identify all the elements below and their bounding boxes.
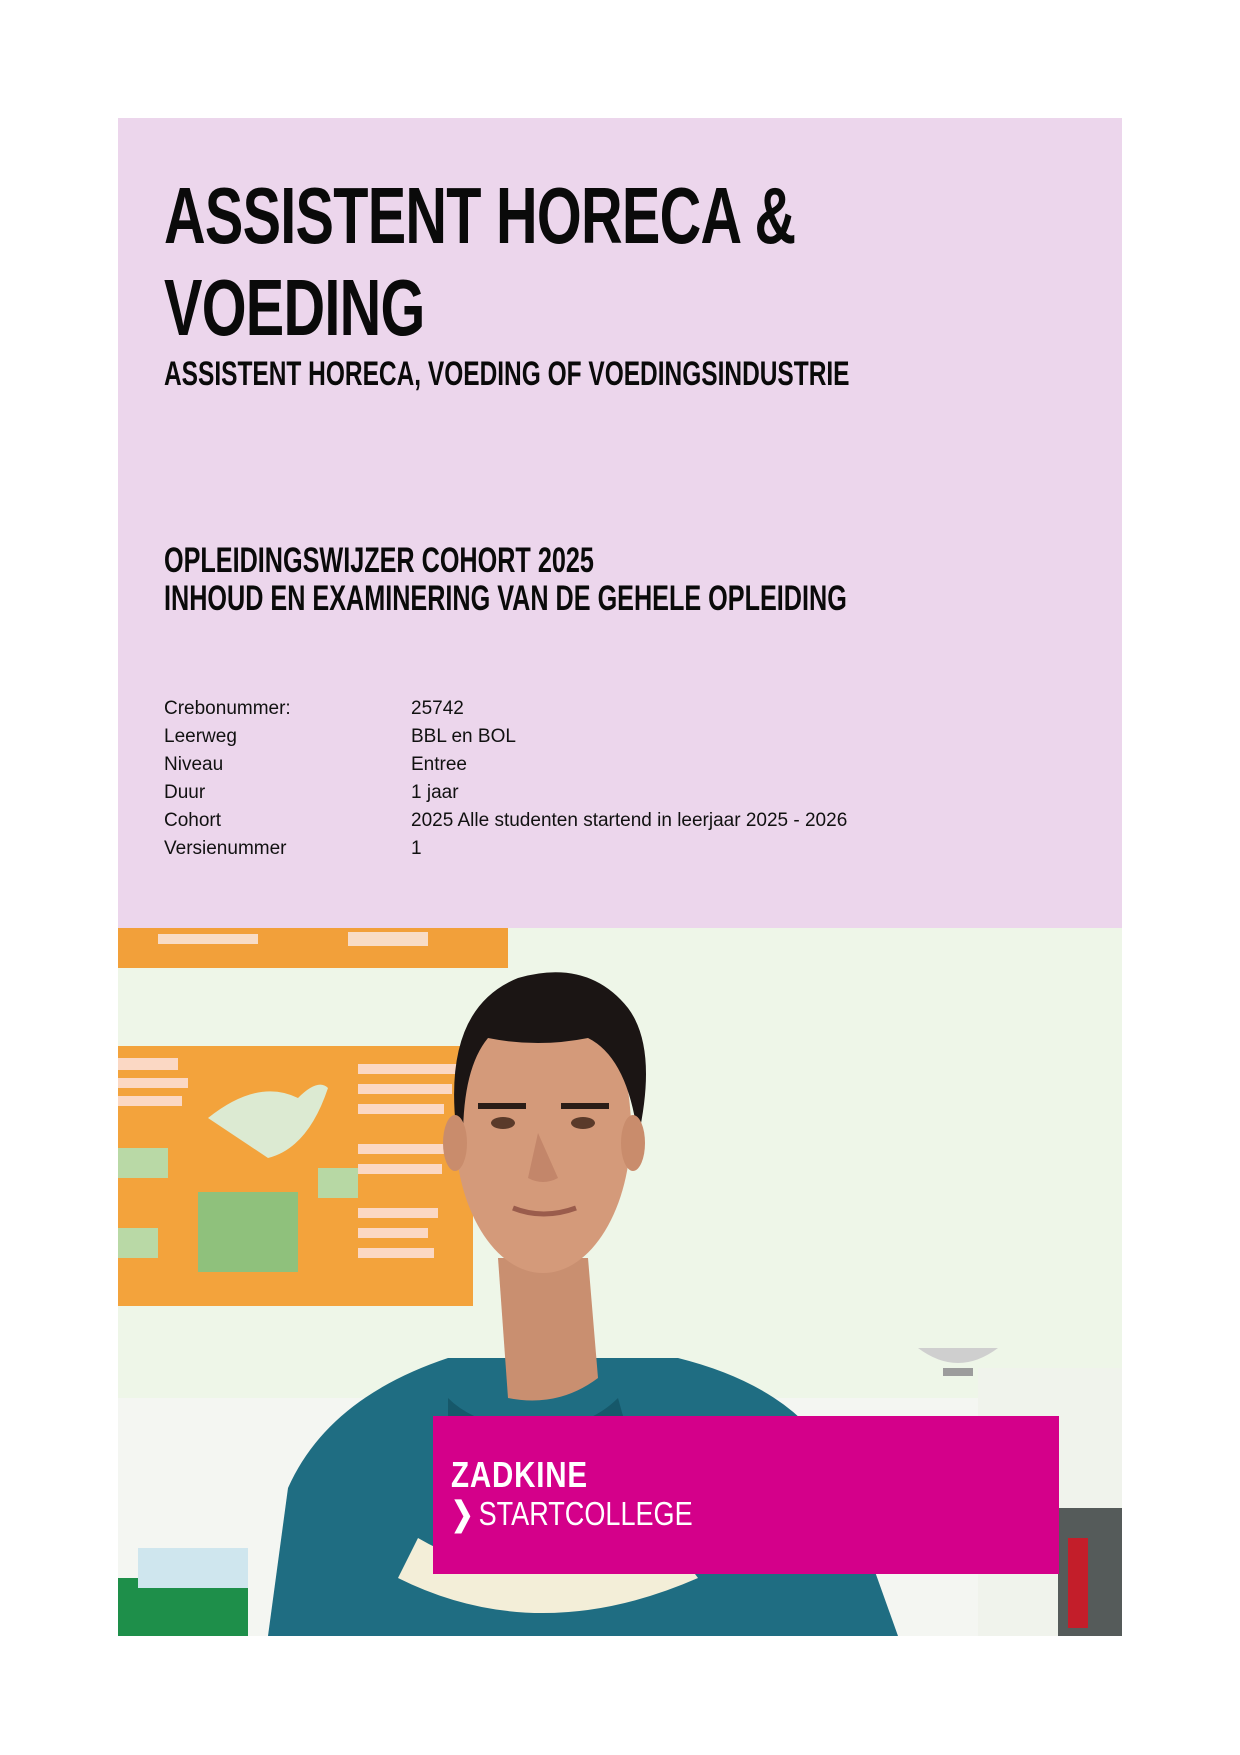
details-label: Niveau [164, 754, 224, 775]
details-value: 2025 Alle studenten startend in leerjaar 2025 - 2026 [411, 810, 848, 831]
details-label: Crebonummer: [164, 698, 291, 719]
details-value: BBL en BOL [411, 726, 516, 747]
chevron-right-icon: ❯ [451, 1495, 474, 1532]
document-subtitle: ASSISTENT HORECA, VOEDING OF VOEDINGSINDUSTRIE [164, 355, 850, 393]
zadkine-startcollege-logo [433, 1416, 1059, 1574]
details-label: Cohort [164, 810, 222, 831]
document-title-line-1: ASSISTENT HORECA & [164, 171, 796, 260]
details-value: 1 jaar [411, 782, 459, 803]
cover-header-panel [118, 118, 1122, 928]
details-row [164, 782, 847, 810]
details-label: Duur [164, 782, 206, 803]
document-title-line-2: VOEDING [164, 263, 425, 352]
logo-subname: STARTCOLLEGE [478, 1495, 693, 1532]
details-row [164, 698, 847, 726]
details-label: Versienummer [164, 838, 287, 859]
details-label: Leerweg [164, 726, 237, 747]
details-value: 25742 [411, 698, 464, 719]
guide-heading-line-2: INHOUD EN EXAMINERING VAN DE GEHELE OPLEIDING [164, 579, 847, 618]
document-title [164, 170, 795, 354]
details-value: 1 [411, 838, 422, 859]
guide-heading-line-1: OPLEIDINGSWIJZER COHORT 2025 [164, 541, 594, 580]
logo-name: ZADKINE [451, 1454, 588, 1495]
details-row [164, 754, 847, 782]
details-row [164, 810, 847, 838]
details-row [164, 726, 847, 754]
details-row [164, 838, 847, 866]
details-value: Entree [411, 754, 467, 775]
guide-heading [164, 542, 847, 618]
logo-subline [451, 1496, 693, 1532]
program-details-table [164, 698, 847, 866]
